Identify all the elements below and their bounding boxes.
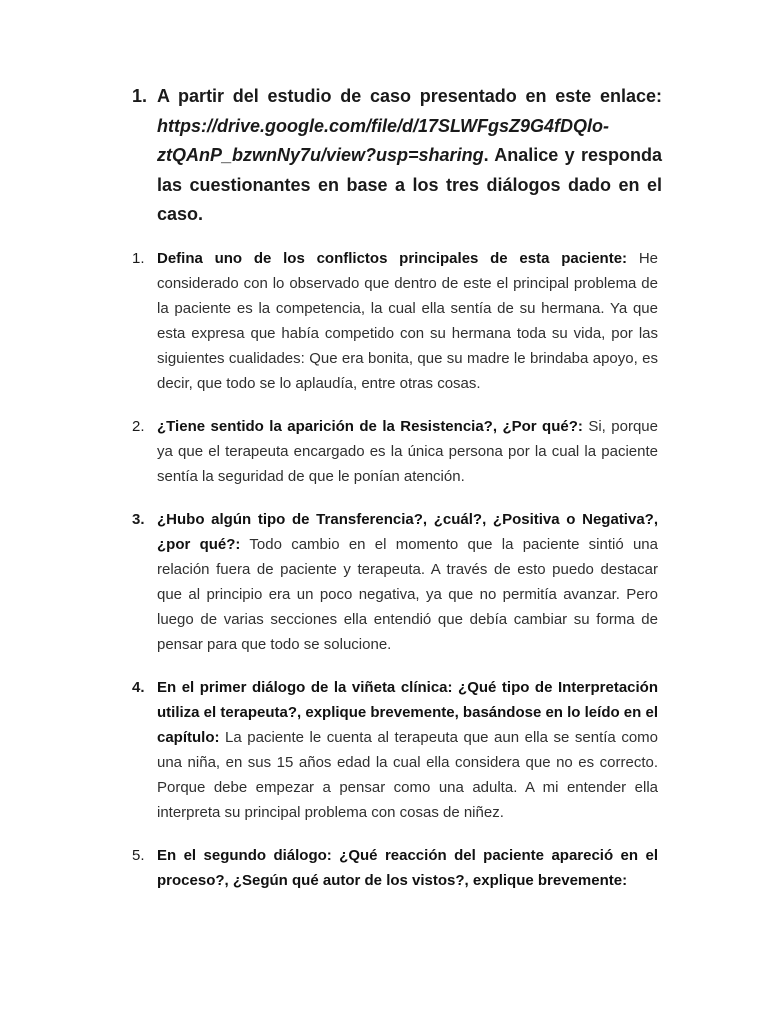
question-text: En el segundo diálogo: ¿Qué reacción del paciente apareció en el proceso?, ¿Según qué autor de los vistos?, explique brevemente:: [157, 847, 658, 889]
question-number: 4.: [132, 679, 145, 696]
answer-text: La paciente le cuenta al terapeuta que aun ella se sentía como una niña, en sus 15 años edad la cual ella considera que no es correcto. Porque debe empezar a pensar como una adulta. A mi entender ella interpreta su principal problema con cosas de niñez.: [157, 729, 658, 821]
question-item-1: [128, 246, 658, 396]
question-number: 3.: [132, 511, 145, 528]
answer-text: He considerado con lo observado que dentro de este el principal problema de la paciente es la competencia, la cual ella sentía de su hermana. Ya que esta expresa que había competido con su hermana toda su vida, por las siguientes cualidades: Que era bonita, que su madre le brindaba apoyo, es decir, que todo se lo aplaudía, entre otras cosas.: [157, 250, 659, 392]
question-item-3: [128, 507, 658, 657]
main-question-intro: A partir del estudio de caso presentado en este enlace:: [157, 86, 662, 106]
question-number: 5.: [132, 847, 145, 864]
question-number: 2.: [132, 418, 145, 435]
question-text: ¿Hubo algún tipo de Transferencia?, ¿cuál?, ¿Positiva o Negativa?, ¿por qué?:: [157, 511, 658, 553]
question-item-4: [128, 675, 658, 825]
answer-text: Todo cambio en el momento que la paciente sintió una relación fuera de paciente y terapeuta. A través de esto puedo destacar que al principio era un poco negativa, ya que no permitía avanzar. Pero luego de varias secciones ella entendió que debía cambiar su forma de pensar para que todo se solucione.: [157, 536, 658, 653]
main-question-instruction: . Analice y responda las cuestionantes en base a los tres diálogos dado en el caso.: [157, 145, 662, 224]
question-text: En el primer diálogo de la viñeta clínica: ¿Qué tipo de Interpretación utiliza el terapeuta?, explique brevemente, basándose en lo leído en el capítulo:: [157, 679, 658, 746]
question-item-5: [128, 843, 658, 893]
question-text: ¿Tiene sentido la aparición de la Resistencia?, ¿Por qué?:: [157, 418, 583, 435]
main-question-number: 1.: [132, 86, 148, 106]
question-text: Defina uno de los conflictos principales de esta paciente:: [157, 250, 628, 267]
main-question: [128, 82, 662, 230]
case-study-link[interactable]: https://drive.google.com/file/d/17SLWFgsZ9G4fDQlo-ztQAnP_bzwnNy7u/view?usp=sharing: [157, 115, 610, 165]
answer-text: Si, porque ya que el terapeuta encargado es la única persona por la cual la paciente sentía la seguridad de que le ponían atención.: [157, 418, 658, 485]
question-number: 1.: [132, 250, 145, 267]
main-question-text: [157, 82, 662, 230]
question-item-2: [128, 414, 658, 489]
